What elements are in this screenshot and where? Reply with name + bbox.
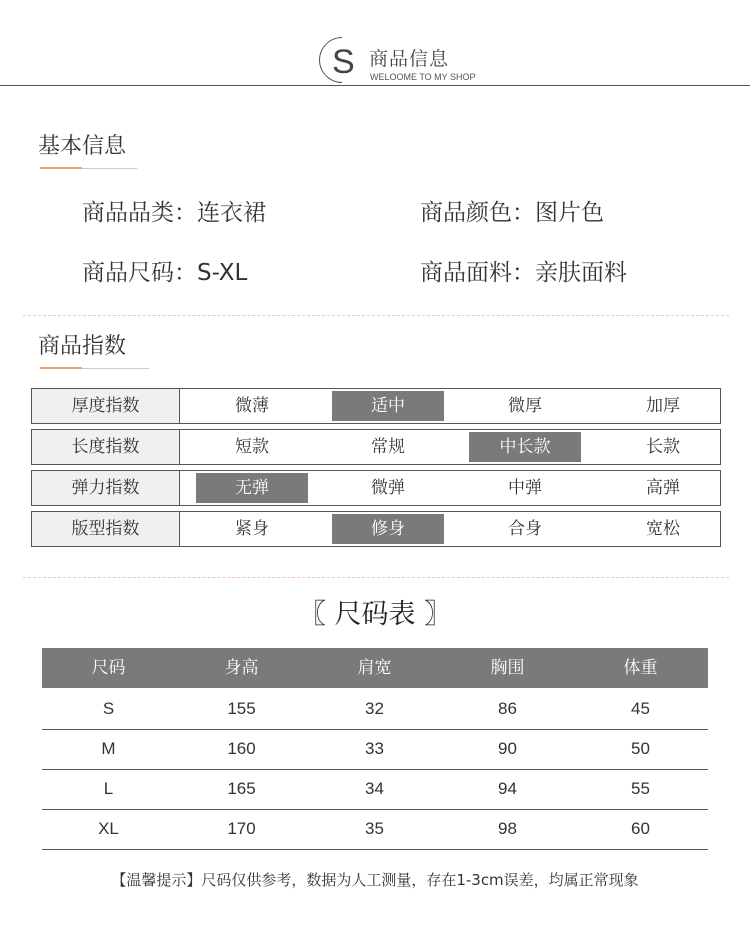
index-option: 微厚	[508, 396, 542, 416]
size-cell: 165	[227, 779, 256, 798]
size-cell: 32	[365, 699, 384, 718]
basic-info-underline-rest	[82, 168, 137, 169]
info-color: 商品颜色：图片色	[420, 200, 604, 226]
size-cell: 94	[498, 779, 517, 798]
size-table-row	[42, 689, 708, 730]
size-cell: L	[103, 779, 114, 798]
size-header-cell: 体重	[623, 658, 658, 678]
basic-info-title: 基本信息	[38, 134, 127, 159]
header-divider	[0, 85, 750, 86]
size-cell: 33	[365, 739, 384, 758]
index-row	[31, 511, 721, 547]
size-table-row	[42, 809, 708, 850]
logo-letter: S	[332, 43, 355, 81]
index-option: 中长款	[469, 432, 581, 462]
index-row	[31, 429, 721, 465]
size-cell: 98	[498, 819, 517, 838]
index-row	[31, 388, 721, 424]
index-option: 中弹	[508, 478, 542, 498]
size-cell: XL	[98, 819, 119, 838]
size-cell: 60	[631, 819, 650, 838]
index-row-label: 版型指数	[32, 512, 180, 546]
size-cell: 160	[227, 739, 256, 758]
header-title: 商品信息	[369, 48, 450, 70]
measurement-tip: 【温馨提示】尺码仅供参考，数据为人工测量，存在1-3cm误差，均属正常现象	[111, 871, 639, 889]
size-cell: 55	[631, 779, 650, 798]
index-option: 适中	[332, 391, 444, 421]
index-option: 短款	[235, 437, 269, 457]
size-table-header	[42, 648, 708, 688]
size-table-title: 〖 尺码表 〗	[298, 599, 452, 630]
info-category: 商品品类：连衣裙	[82, 200, 266, 226]
index-underline-rest	[82, 368, 149, 369]
basic-info-underline	[40, 167, 82, 169]
index-option: 微弹	[371, 478, 405, 498]
info-size: 商品尺码：S-XL	[82, 260, 248, 286]
size-cell: 35	[365, 819, 384, 838]
size-cell: 90	[498, 739, 517, 758]
header-subtitle: WELOOME TO MY SHOP	[370, 72, 476, 82]
index-row-label: 弹力指数	[32, 471, 180, 505]
index-option: 紧身	[235, 519, 269, 539]
index-option: 修身	[332, 514, 444, 544]
size-header-cell: 胸围	[490, 658, 525, 678]
size-cell: 45	[631, 699, 650, 718]
dashed-divider	[23, 315, 729, 316]
size-cell: 86	[498, 699, 517, 718]
size-cell: S	[102, 699, 115, 718]
index-option: 常规	[371, 437, 405, 457]
size-cell: 34	[365, 779, 384, 798]
index-underline	[40, 367, 82, 369]
size-table-row	[42, 729, 708, 770]
info-fabric: 商品面料：亲肤面料	[420, 260, 627, 286]
index-row-label: 长度指数	[32, 430, 180, 464]
size-header-cell: 尺码	[91, 658, 126, 678]
index-option: 宽松	[646, 519, 680, 539]
size-header-cell: 身高	[224, 658, 259, 678]
size-cell: 50	[631, 739, 650, 758]
index-option: 微薄	[235, 396, 269, 416]
size-cell: M	[101, 739, 116, 758]
size-cell: 155	[227, 699, 256, 718]
index-option: 加厚	[646, 396, 680, 416]
size-cell: 170	[227, 819, 256, 838]
index-option: 合身	[508, 519, 542, 539]
index-option: 长款	[646, 437, 680, 457]
index-option: 高弹	[646, 478, 680, 498]
size-table-row	[42, 769, 708, 810]
index-row-label: 厚度指数	[32, 389, 180, 423]
dashed-divider	[23, 577, 729, 578]
size-header-cell: 肩宽	[357, 658, 392, 678]
index-option: 无弹	[196, 473, 308, 503]
index-row	[31, 470, 721, 506]
index-title: 商品指数	[38, 334, 127, 359]
